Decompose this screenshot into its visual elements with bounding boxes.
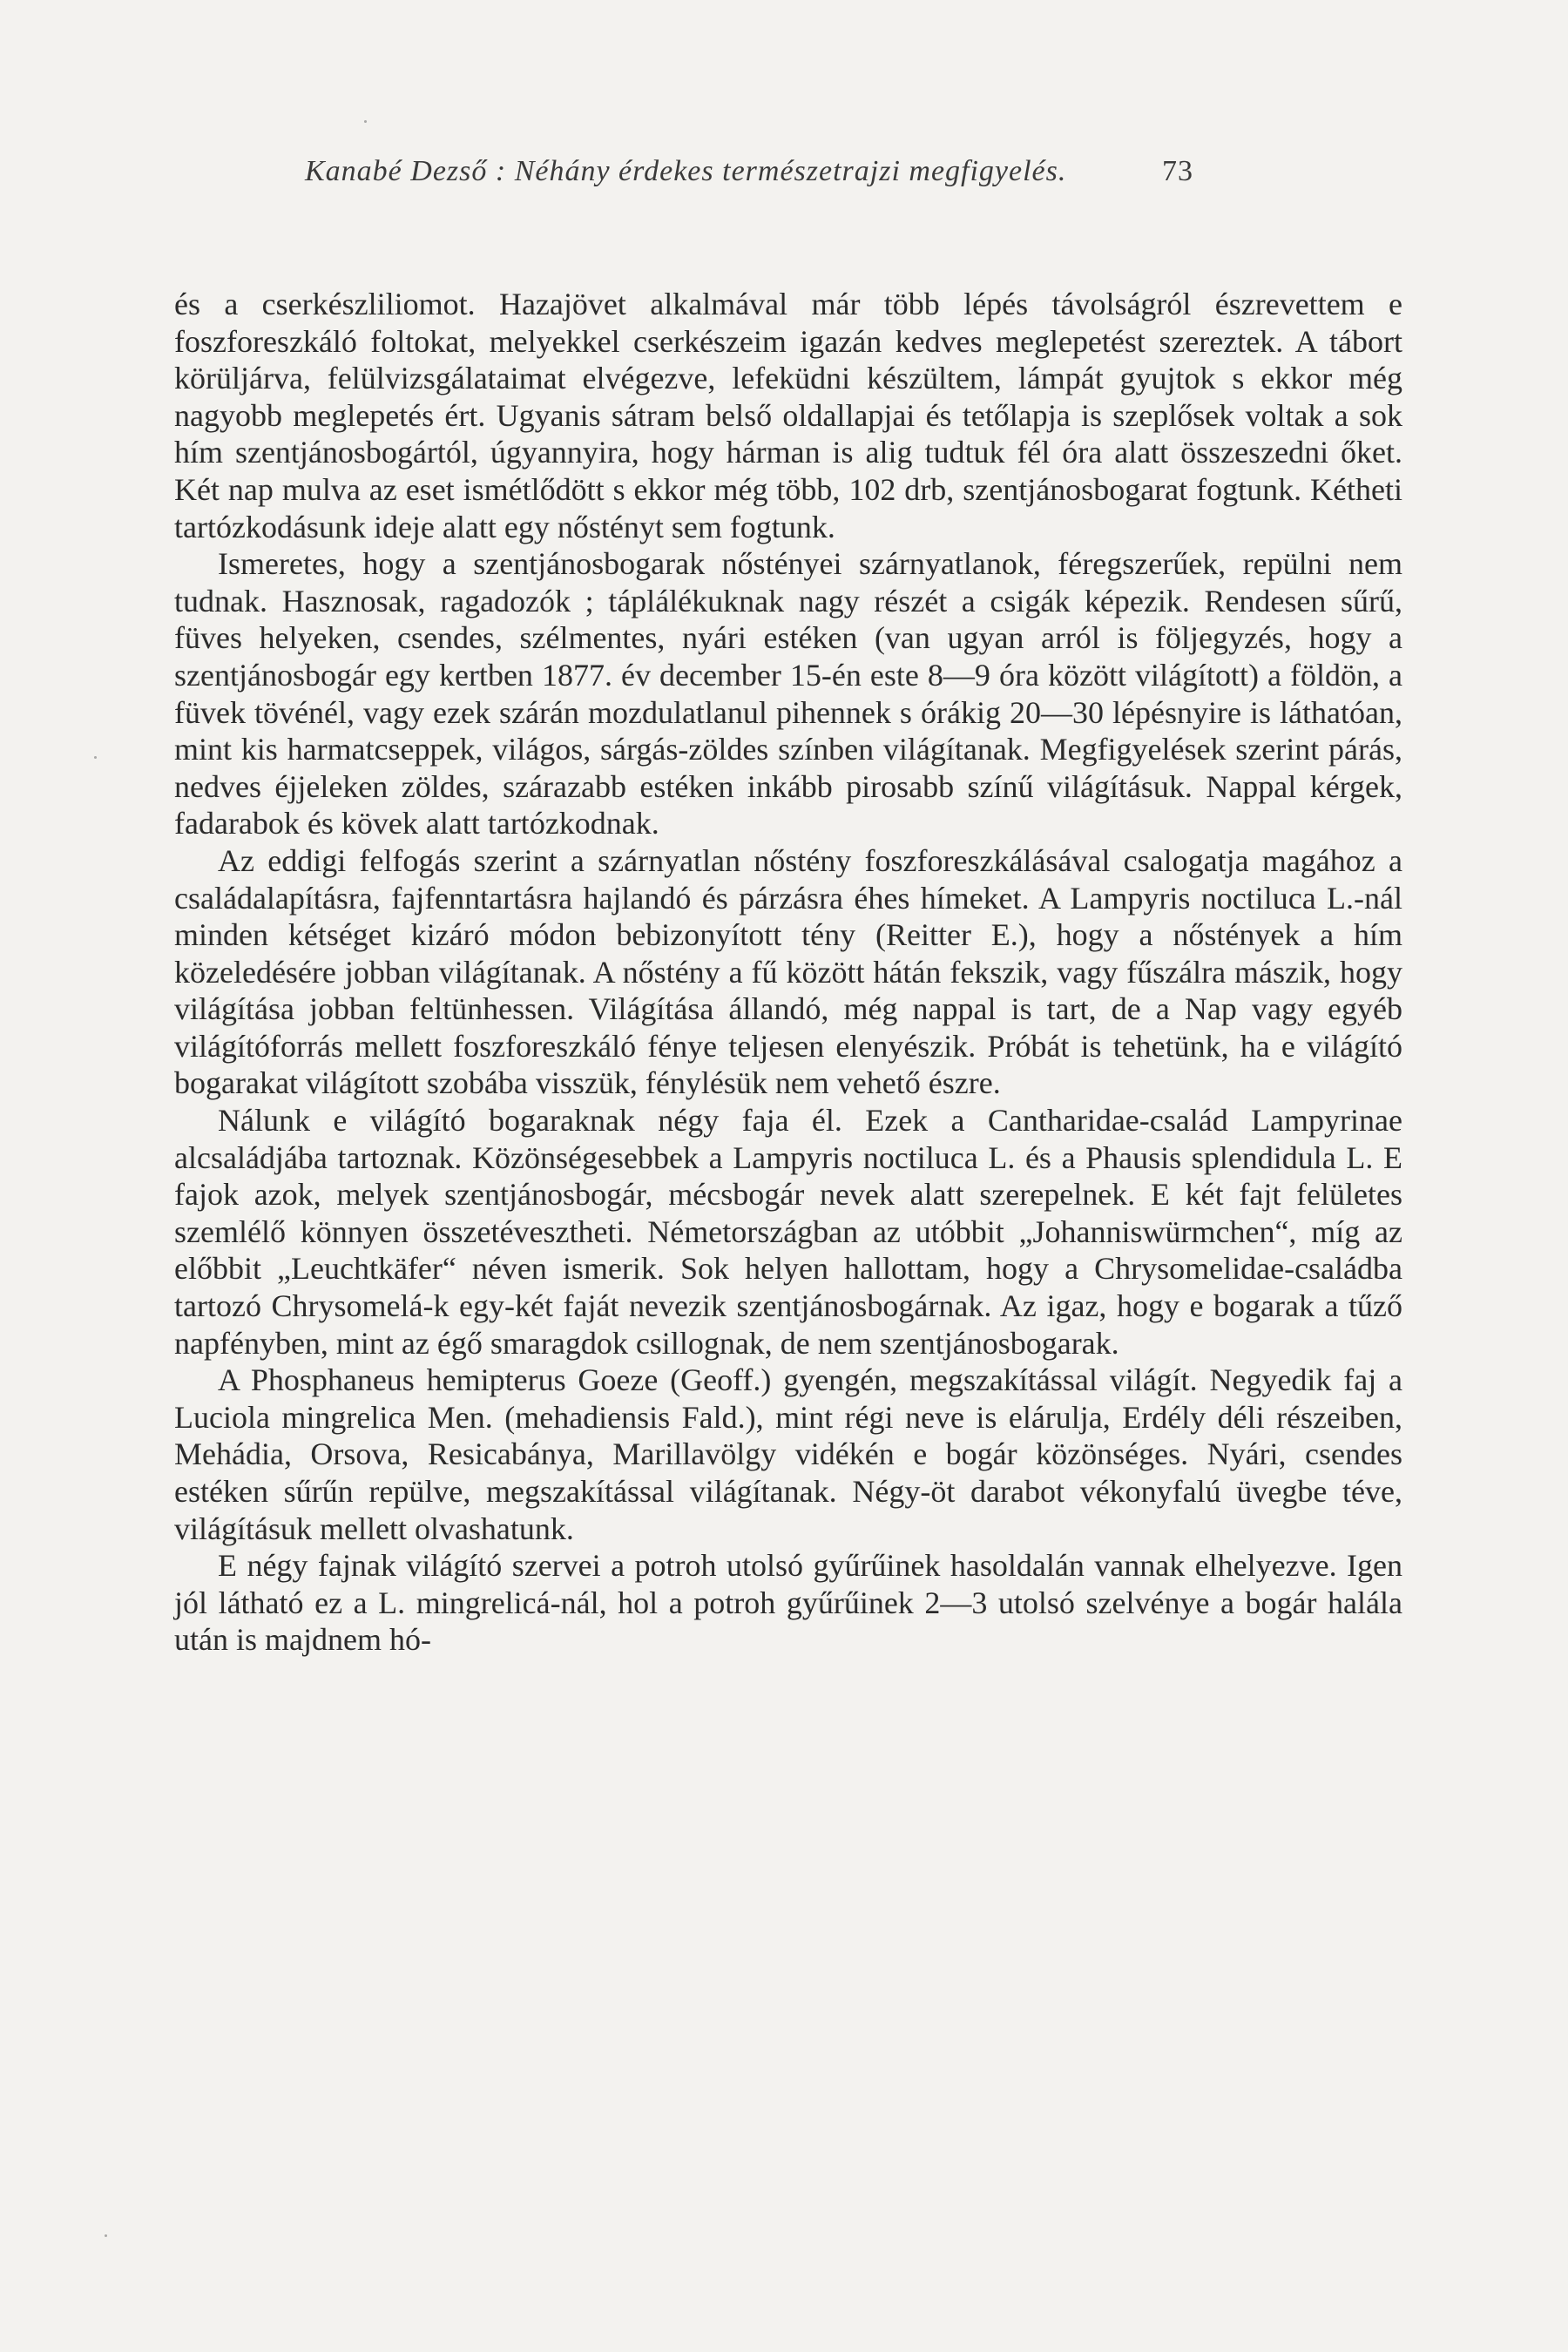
body-text bbox=[174, 286, 1402, 1659]
running-head bbox=[305, 155, 1193, 199]
paragraph-3: Az eddigi felfogás szerint a szárnyatlan nőstény foszforeszkálásával csalogatja magához a családalapításra, fajfenntartásra hajlandó és párzásra éhes hímeket. A Lampyris noctiluca L.-nál minden kétséget kizáró módon bebizonyított tény (Reitter E.), hogy a nőstények a hím közeledésére jobban világítanak. A nőstény a fű között hátán fekszik, vagy fűszálra mászik, hogy világítása jobban feltünhessen. Világítása állandó, még nappal is tart, de a Nap vagy egyéb világítóforrás mellett foszforeszkáló fénye teljesen elenyészik. Próbát is tehetünk, ha e világító bogarakat világított szobába visszük, fénylésük nem vehető észre. bbox=[174, 842, 1402, 1101]
paragraph-5: A Phosphaneus hemipterus Goeze (Geoff.) gyengén, megszakítással világít. Negyedik faj a Luciola mingrelica Men. (mehadiensis Fald.), mint régi neve is elárulja, Erdély déli részeiben, Mehádia, Orsova, Resicabánya, Marillavölgy vidékén e bogár közönséges. Nyári, csendes estéken sűrűn repülve, megszakítással világítanak. Négy-öt darabot vékonyfalú üvegbe téve, világításuk mellett olvashatunk. bbox=[174, 1362, 1402, 1546]
running-head-title: Kanabé Dezső : Néhány érdekes természetrajzi megfigyelés. bbox=[305, 155, 1067, 187]
paper-speck bbox=[94, 756, 97, 759]
paragraph-2: Ismeretes, hogy a szentjánosbogarak nőstényei szárnyatlanok, féregszerűek, repülni nem tudnak. Hasznosak, ragadozók ; táplálékuknak nagy részét a csigák képezik. Rendesen sűrű, füves helyeken, csendes, szélmentes, nyári estéken (van ugyan arról is följegyzés, hogy a szentjánosbogár egy kertben 1877. év december 15-én este 8—9 óra között világított) a földön, a füvek tövénél, vagy ezek szárán mozdulatlanul pihennek s órákig 20—30 lépésnyire is láthatóan, mint kis harmatcseppek, világos, sárgás-zöldes színben világítanak. Megfigyelések szerint párás, nedves éjjeleken zöldes, szárazabb estéken inkább pirosabb színű világításuk. Nappal kérgek, fadarabok és kövek alatt tartózkodnak. bbox=[174, 546, 1402, 841]
paragraph-6: E négy fajnak világító szervei a potroh utolsó gyűrűinek hasoldalán vannak elhelyezve. Igen jól látható ez a L. mingrelicá-nál, hol a potroh gyűrűinek 2—3 utolsó szelvénye a bogár halála után is majdnem hó- bbox=[174, 1548, 1402, 1658]
paper-speck bbox=[364, 120, 367, 123]
paragraph-4: Nálunk e világító bogaraknak négy faja él. Ezek a Cantharidae-család Lampyrinae alcsaládjába tartoznak. Közönségesebbek a Lampyris noctiluca L. és a Phausis splendidula L. E fajok azok, melyek szentjánosbogár, mécsbogár nevek alatt szerepelnek. E két fajt felületes szemlélő könnyen összetévesztheti. Németországban az utóbbit „Johanniswürmchen“, míg az előbbit „Leuchtkäfer“ néven ismerik. Sok helyen hallottam, hogy a Chrysomelidae-családba tartozó Chrysomelá-k egy-két faját nevezik szentjánosbogárnak. Az igaz, hogy e bogarak a tűző napfényben, mint az égő smaragdok csillognak, de nem szentjánosbogarak. bbox=[174, 1103, 1402, 1361]
paragraph-1: és a cserkészliliomot. Hazajövet alkalmával már több lépés távolságról észrevettem e foszforeszkáló foltokat, melyekkel cserkészeim igazán kedves meglepetést szereztek. A tábort körüljárva, felülvizsgálataimat elvégezve, lefeküdni készültem, lámpát gyujtok s ekkor még nagyobb meglepetés ért. Ugyanis sátram belső oldallapjai és tetőlapja is szeplősek voltak a sok hím szentjánosbogártól, úgyannyira, hogy hárman is alig tudtuk fél óra alatt összeszedni őket. Két nap mulva az eset ismétlődött s ekkor még több, 102 drb, szentjánosbogarat fogtunk. Kétheti tartózkodásunk ideje alatt egy nőstényt sem fogtunk. bbox=[174, 287, 1402, 544]
page-number: 73 bbox=[1162, 155, 1193, 187]
paper-speck bbox=[105, 2234, 107, 2237]
